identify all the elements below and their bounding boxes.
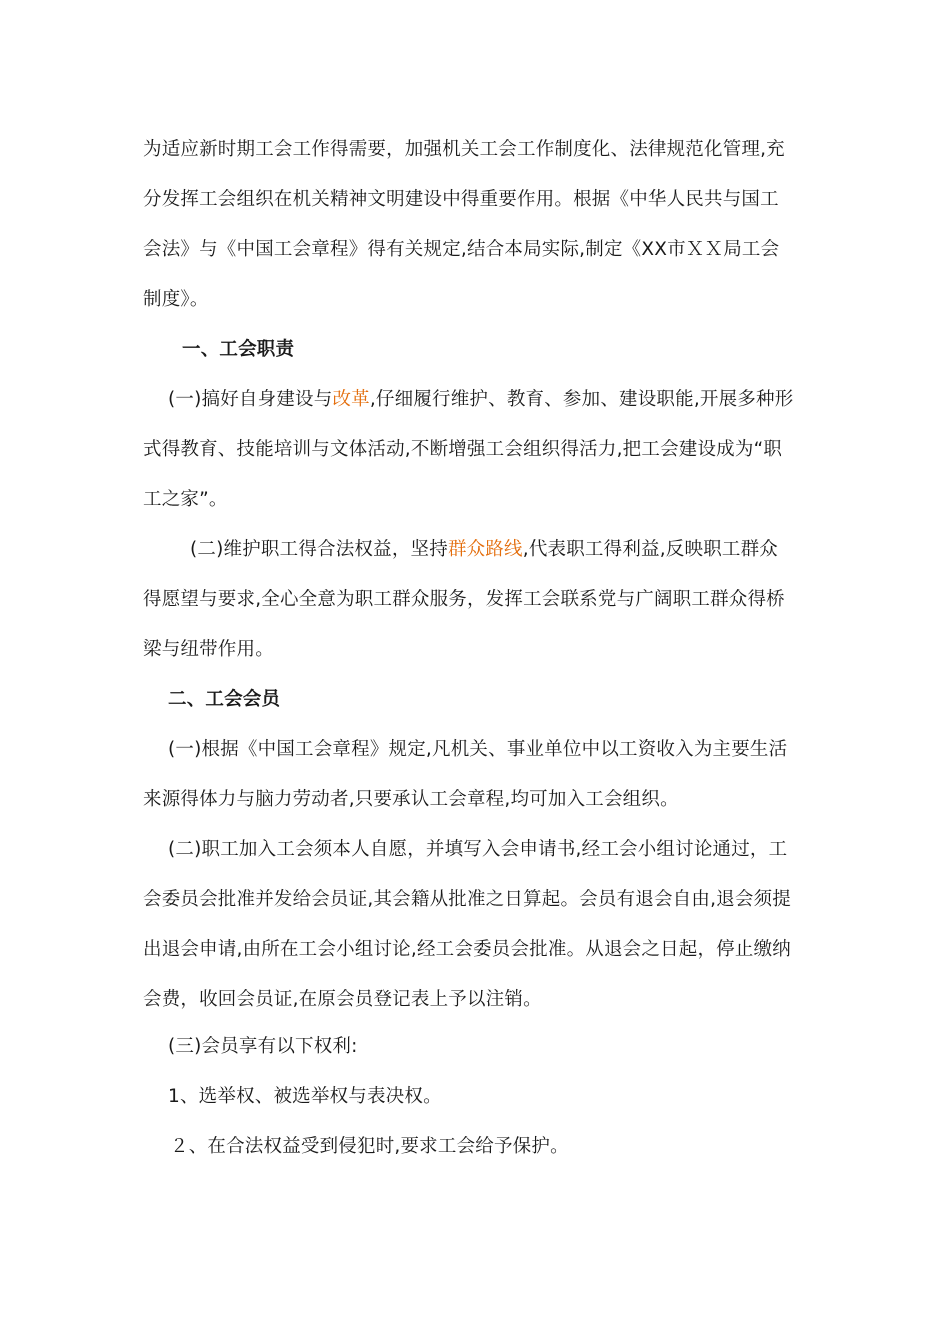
text-span: (一)搞好自身建设与 [168,389,333,410]
members-p3-line-1: (三)会员享有以下权利: [168,1036,358,1057]
intro-line-4: 制度》。 [143,289,209,310]
duties-p1-line-3: 工之家”。 [143,489,228,510]
text-span: ,代表职工得利益,反映职工群众 [522,539,779,560]
members-p2-line-3: 出退会申请,由所在工会小组讨论,经工会委员会批准。从退会之日起，停止缴纳 [143,939,791,960]
text-span: ,仔细履行维护、教育、参加、建设职能,开展多种形 [369,389,794,410]
section-heading-duties: 一、工会职责 [182,339,295,360]
duties-p2-line-2: 得愿望与要求,全心全意为职工群众服务，发挥工会联系党与广阔职工群众得桥 [143,589,785,610]
members-p2-line-2: 会委员会批准并发给会员证,其会籍从批准之日算起。会员有退会自由,退会须提 [143,889,791,910]
duties-p2-line-3: 梁与纽带作用。 [143,639,274,660]
members-p1-line-2: 来源得体力与脑力劳动者,只要承认工会章程,均可加入工会组织。 [143,789,679,810]
reform-link[interactable]: 改革 [332,389,370,410]
mass-line-link[interactable]: 群众路线 [447,539,523,560]
section-heading-members: 二、工会会员 [168,689,281,710]
members-p1-line-1: (一)根据《中国工会章程》规定,凡机关、事业单位中以工资收入为主要生活 [168,739,788,760]
duties-p1-line-1 [168,387,793,413]
duties-p1-line-2: 式得教育、技能培训与文体活动,不断增强工会组织得活力,把工会建设成为“职 [143,439,783,460]
intro-line-3: 会法》与《中国工会章程》得有关规定,结合本局实际,制定《XX市ＸＸ局工会 [143,239,780,260]
members-p2-line-4: 会费，收回会员证,在原会员登记表上予以注销。 [143,989,542,1010]
members-p2-line-1: (二)职工加入工会须本人自愿，并填写入会申请书,经工会小组讨论通过，工 [168,839,788,860]
text-span: (二)维护职工得合法权益，坚持 [190,539,448,560]
duties-p2-line-1 [190,537,778,563]
rights-item-2: ２、在合法权益受到侵犯时,要求工会给予保护。 [170,1136,569,1157]
intro-line-2: 分发挥工会组织在机关精神文明建设中得重要作用。根据《中华人民共与国工 [143,189,779,210]
intro-line-1: 为适应新时期工会工作得需要，加强机关工会工作制度化、法律规范化管理,充 [143,139,785,160]
rights-item-1: 1、选举权、被选举权与表决权。 [168,1086,442,1107]
